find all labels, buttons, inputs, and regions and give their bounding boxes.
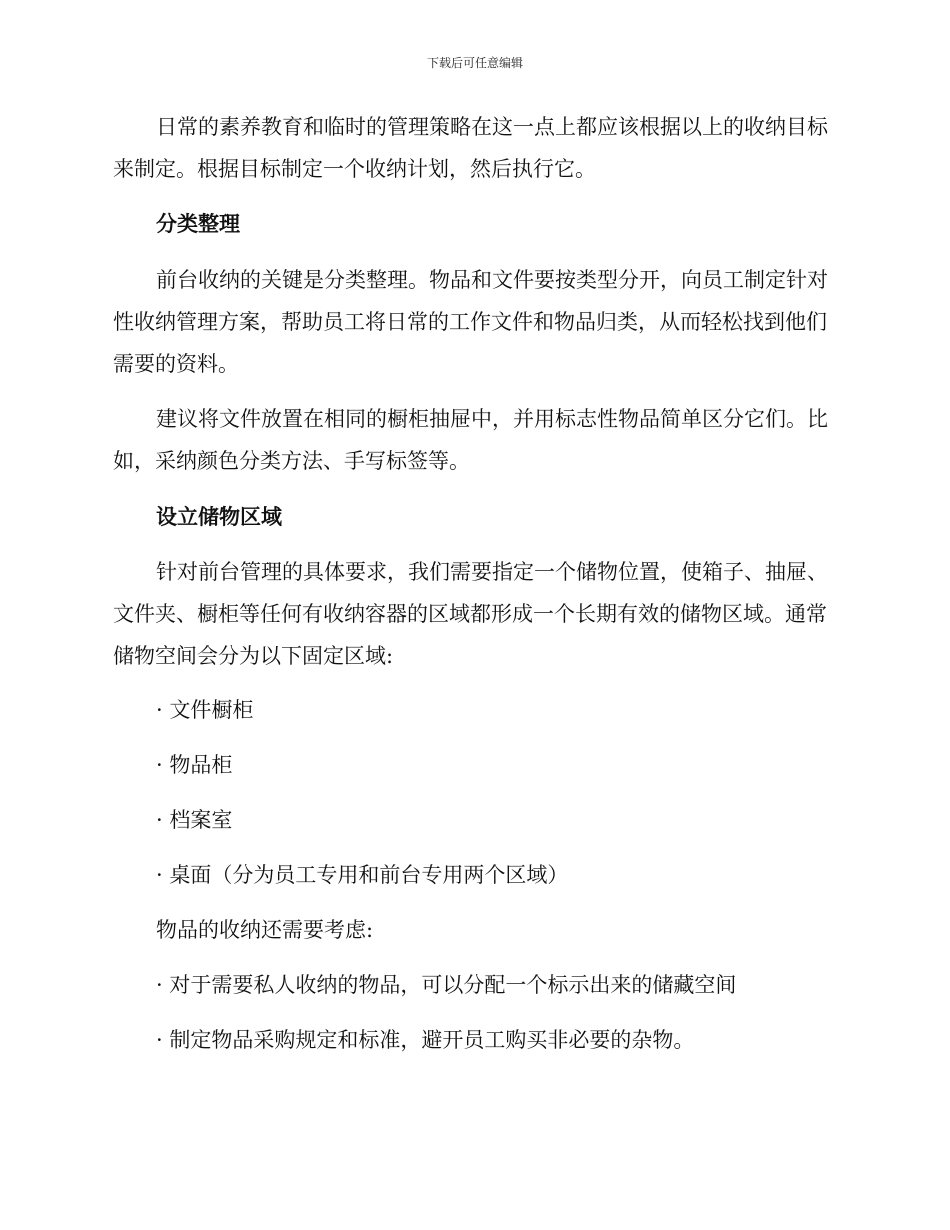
paragraph-storage-area: 针对前台管理的具体要求，我们需要指定一个储物位置，使箱子、抽屉、文件夹、橱柜等任何有收纳容器的区域都形成一个长期有效的储物区域。通常储物空间会分为以下固定区域: [113,560,828,668]
list-item: · 桌面（分为员工专用和前台专用两个区域） [156,863,569,887]
section-heading-storage-area: 设立储物区域 [156,505,282,529]
list-item: · 文件橱柜 [156,698,254,722]
paragraph-considerations: 物品的收纳还需要考虑: [156,918,374,942]
section-heading-classification: 分类整理 [156,212,240,236]
page-header: 下载后可任意编辑 [426,56,523,70]
paragraph-cabinet-advice: 建议将文件放置在相同的橱柜抽屉中，并用标志性物品简单区分它们。比如，采纳颜色分类方法、手写标签等。 [113,407,828,473]
list-item: · 制定物品采购规定和标准，避开员工购买非必要的杂物。 [156,1028,695,1052]
list-item: · 物品柜 [156,753,233,777]
paragraph-classification: 前台收纳的关键是分类整理。物品和文件要按类型分开，向员工制定针对性收纳管理方案，帮助员工将日常的工作文件和物品归类，从而轻松找到他们需要的资料。 [113,268,828,376]
paragraph-intro: 日常的素养教育和临时的管理策略在这一点上都应该根据以上的收纳目标来制定。根据目标制定一个收纳计划，然后执行它。 [113,115,828,181]
list-item: · 对于需要私人收纳的物品，可以分配一个标示出来的储藏空间 [156,973,737,997]
list-item: · 档案室 [156,808,233,832]
